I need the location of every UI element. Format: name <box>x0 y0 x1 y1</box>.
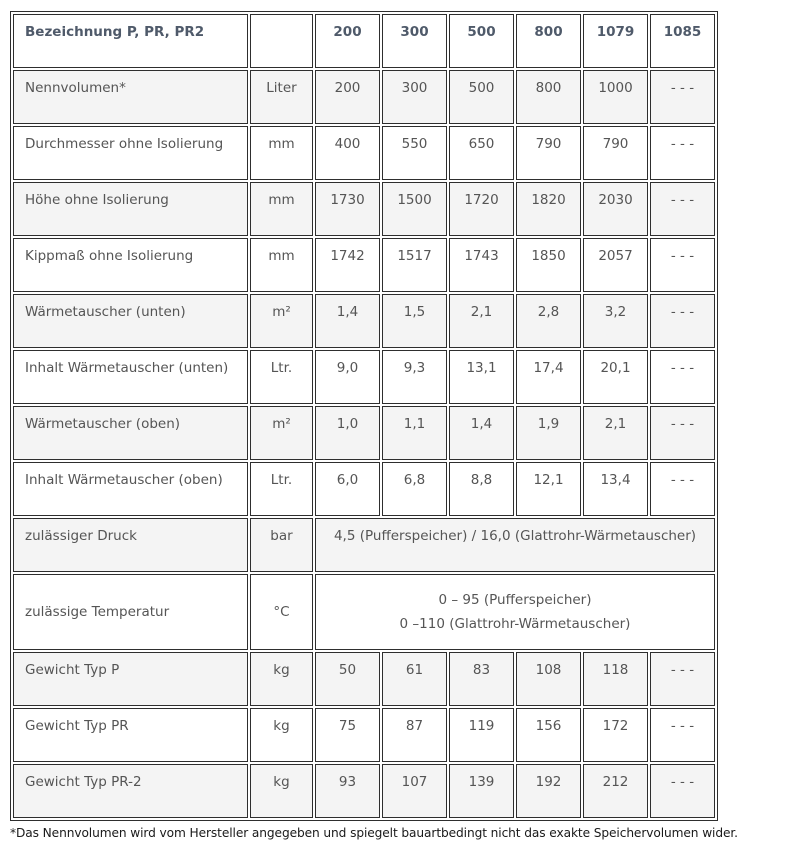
row-value: 2030 <box>583 182 648 236</box>
row-label: Nennvolumen* <box>13 70 248 124</box>
row-value: - - - <box>650 182 715 236</box>
row-value: 1517 <box>382 238 447 292</box>
row-value: 1,4 <box>315 294 380 348</box>
row-label: Wärmetauscher (oben) <box>13 406 248 460</box>
row-value: 75 <box>315 708 380 762</box>
row-value: 156 <box>516 708 581 762</box>
row-value: 119 <box>449 708 514 762</box>
row-label: Gewicht Typ PR-2 <box>13 764 248 818</box>
row-value: 1500 <box>382 182 447 236</box>
row-value: 87 <box>382 708 447 762</box>
row-value: 1820 <box>516 182 581 236</box>
header-model: 1085 <box>650 14 715 68</box>
row-value: 1,0 <box>315 406 380 460</box>
row-value: 9,0 <box>315 350 380 404</box>
row-value: 13,1 <box>449 350 514 404</box>
row-value: 2,1 <box>583 406 648 460</box>
row-value: 500 <box>449 70 514 124</box>
weight-row <box>13 764 715 818</box>
row-value: 12,1 <box>516 462 581 516</box>
row-value: 13,4 <box>583 462 648 516</box>
header-model: 1079 <box>583 14 648 68</box>
table-row <box>13 182 715 236</box>
row-unit: kg <box>250 708 313 762</box>
row-label: Gewicht Typ P <box>13 652 248 706</box>
row-value: 400 <box>315 126 380 180</box>
temperature-row <box>13 574 715 650</box>
row-unit: kg <box>250 652 313 706</box>
row-unit: mm <box>250 126 313 180</box>
row-value: - - - <box>650 406 715 460</box>
footnote: *Das Nennvolumen wird vom Hersteller angegeben und spiegelt bauartbedingt nicht das exakte Speichervolumen wider. <box>10 826 738 840</box>
row-label: Kippmaß ohne Isolierung <box>13 238 248 292</box>
row-value: 9,3 <box>382 350 447 404</box>
header-unit <box>250 14 313 68</box>
row-unit: kg <box>250 764 313 818</box>
temperature-line-1: 0 – 95 (Pufferspeicher) <box>438 592 592 608</box>
row-value: 1,1 <box>382 406 447 460</box>
row-value: - - - <box>650 238 715 292</box>
row-value: 1,4 <box>449 406 514 460</box>
header-model: 200 <box>315 14 380 68</box>
row-unit: °C <box>250 574 313 650</box>
row-value: - - - <box>650 350 715 404</box>
row-value: 192 <box>516 764 581 818</box>
row-unit: Ltr. <box>250 350 313 404</box>
row-value: 2,8 <box>516 294 581 348</box>
row-unit: Ltr. <box>250 462 313 516</box>
header-model: 800 <box>516 14 581 68</box>
row-value: 50 <box>315 652 380 706</box>
row-value: 20,1 <box>583 350 648 404</box>
row-value: 118 <box>583 652 648 706</box>
row-label: Wärmetauscher (unten) <box>13 294 248 348</box>
row-label: zulässige Temperatur <box>13 574 248 650</box>
row-unit: mm <box>250 182 313 236</box>
row-value: 1730 <box>315 182 380 236</box>
table-row <box>13 70 715 124</box>
pressure-row <box>13 518 715 572</box>
row-value: 6,8 <box>382 462 447 516</box>
row-value: - - - <box>650 652 715 706</box>
specification-table <box>10 11 718 821</box>
row-value: 200 <box>315 70 380 124</box>
table-row <box>13 350 715 404</box>
row-label: zulässiger Druck <box>13 518 248 572</box>
table-row <box>13 238 715 292</box>
row-value: 1742 <box>315 238 380 292</box>
row-value: - - - <box>650 294 715 348</box>
row-unit: m² <box>250 406 313 460</box>
table-row <box>13 294 715 348</box>
row-label: Inhalt Wärmetauscher (oben) <box>13 462 248 516</box>
row-unit: mm <box>250 238 313 292</box>
row-value: - - - <box>650 708 715 762</box>
row-label: Gewicht Typ PR <box>13 708 248 762</box>
row-value: 61 <box>382 652 447 706</box>
row-value: 1,9 <box>516 406 581 460</box>
header-model: 300 <box>382 14 447 68</box>
row-value: 212 <box>583 764 648 818</box>
row-value: 2,1 <box>449 294 514 348</box>
row-value: 107 <box>382 764 447 818</box>
temperature-value <box>315 574 715 650</box>
header-model: 500 <box>449 14 514 68</box>
row-value: 93 <box>315 764 380 818</box>
row-value: 83 <box>449 652 514 706</box>
row-value: - - - <box>650 70 715 124</box>
row-label: Durchmesser ohne Isolierung <box>13 126 248 180</box>
row-value: 790 <box>516 126 581 180</box>
row-value: 139 <box>449 764 514 818</box>
table-row <box>13 406 715 460</box>
row-value: 108 <box>516 652 581 706</box>
row-value: - - - <box>650 126 715 180</box>
header-row <box>13 14 715 68</box>
row-value: 1,5 <box>382 294 447 348</box>
row-value: 8,8 <box>449 462 514 516</box>
row-value: 550 <box>382 126 447 180</box>
row-value: 172 <box>583 708 648 762</box>
row-unit: bar <box>250 518 313 572</box>
table-row <box>13 126 715 180</box>
row-value: 300 <box>382 70 447 124</box>
weight-row <box>13 708 715 762</box>
row-value: - - - <box>650 462 715 516</box>
row-value: 650 <box>449 126 514 180</box>
row-value: 1850 <box>516 238 581 292</box>
row-value: 6,0 <box>315 462 380 516</box>
row-value: - - - <box>650 764 715 818</box>
row-value: 1000 <box>583 70 648 124</box>
row-value: 17,4 <box>516 350 581 404</box>
row-value: 3,2 <box>583 294 648 348</box>
row-label: Inhalt Wärmetauscher (unten) <box>13 350 248 404</box>
row-value: 1720 <box>449 182 514 236</box>
row-unit: Liter <box>250 70 313 124</box>
row-unit: m² <box>250 294 313 348</box>
row-value: 800 <box>516 70 581 124</box>
weight-row <box>13 652 715 706</box>
row-value: 1743 <box>449 238 514 292</box>
pressure-value: 4,5 (Pufferspeicher) / 16,0 (Glattrohr-Wärmetauscher) <box>315 518 715 572</box>
table-body <box>13 14 715 818</box>
row-value: 790 <box>583 126 648 180</box>
row-label: Höhe ohne Isolierung <box>13 182 248 236</box>
row-value: 2057 <box>583 238 648 292</box>
table-row <box>13 462 715 516</box>
temperature-line-2: 0 –110 (Glattrohr-Wärmetauscher) <box>399 616 631 632</box>
header-label: Bezeichnung P, PR, PR2 <box>13 14 248 68</box>
